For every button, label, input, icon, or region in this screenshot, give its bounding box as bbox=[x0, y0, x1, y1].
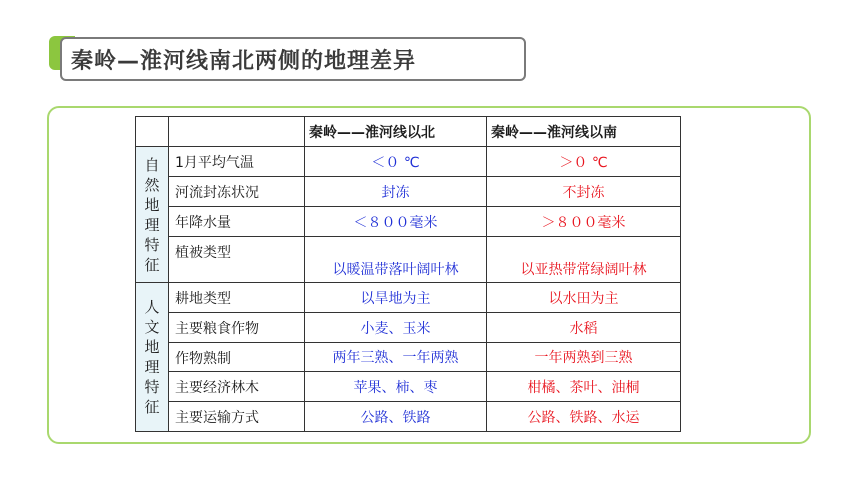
row-label: 耕地类型 bbox=[169, 283, 305, 313]
page-title: 秦岭—淮河线南北两侧的地理差异 bbox=[71, 49, 417, 74]
header-empty-cell bbox=[169, 117, 305, 147]
row-label: 植被类型 bbox=[169, 237, 305, 283]
north-value: 以暖温带落叶阔叶林 bbox=[305, 237, 487, 283]
north-value: 两年三熟、一年两熟 bbox=[305, 343, 487, 372]
header-empty-cell bbox=[136, 117, 169, 147]
section-human bbox=[136, 283, 169, 432]
table-row bbox=[136, 207, 681, 237]
table-header-row bbox=[136, 117, 681, 147]
south-value: ＞８００毫米 bbox=[487, 207, 681, 237]
south-value: 以水田为主 bbox=[487, 283, 681, 313]
north-value: 以旱地为主 bbox=[305, 283, 487, 313]
north-value: 苹果、柿、枣 bbox=[305, 372, 487, 402]
section-natural-label: 自然地理特征 bbox=[144, 155, 160, 274]
title-box bbox=[60, 37, 526, 81]
row-label: 河流封冻状况 bbox=[169, 177, 305, 207]
header-south: 秦岭——淮河线以南 bbox=[487, 117, 681, 147]
header-north: 秦岭——淮河线以北 bbox=[305, 117, 487, 147]
south-value: 以亚热带常绿阔叶林 bbox=[487, 237, 681, 283]
row-label: 主要运输方式 bbox=[169, 402, 305, 432]
north-value: 小麦、玉米 bbox=[305, 313, 487, 343]
table-row bbox=[136, 313, 681, 343]
south-value: 一年两熟到三熟 bbox=[487, 343, 681, 372]
table-row bbox=[136, 402, 681, 432]
north-value: 封冻 bbox=[305, 177, 487, 207]
table-row bbox=[136, 343, 681, 372]
south-value: ＞０ ℃ bbox=[487, 147, 681, 177]
north-value: ＜０ ℃ bbox=[305, 147, 487, 177]
south-value: 公路、铁路、水运 bbox=[487, 402, 681, 432]
table-row bbox=[136, 177, 681, 207]
table-row bbox=[136, 372, 681, 402]
south-value: 柑橘、茶叶、油桐 bbox=[487, 372, 681, 402]
south-value: 水稻 bbox=[487, 313, 681, 343]
row-label: 作物熟制 bbox=[169, 343, 305, 372]
north-value: ＜８００毫米 bbox=[305, 207, 487, 237]
comparison-table bbox=[135, 116, 681, 432]
north-value: 公路、铁路 bbox=[305, 402, 487, 432]
south-value: 不封冻 bbox=[487, 177, 681, 207]
row-label: 1月平均气温 bbox=[169, 147, 305, 177]
row-label: 主要经济林木 bbox=[169, 372, 305, 402]
table-row bbox=[136, 283, 681, 313]
table-row bbox=[136, 237, 681, 283]
section-human-label: 人文地理特征 bbox=[144, 298, 160, 416]
section-natural bbox=[136, 147, 169, 283]
row-label: 年降水量 bbox=[169, 207, 305, 237]
table-row bbox=[136, 147, 681, 177]
row-label: 主要粮食作物 bbox=[169, 313, 305, 343]
